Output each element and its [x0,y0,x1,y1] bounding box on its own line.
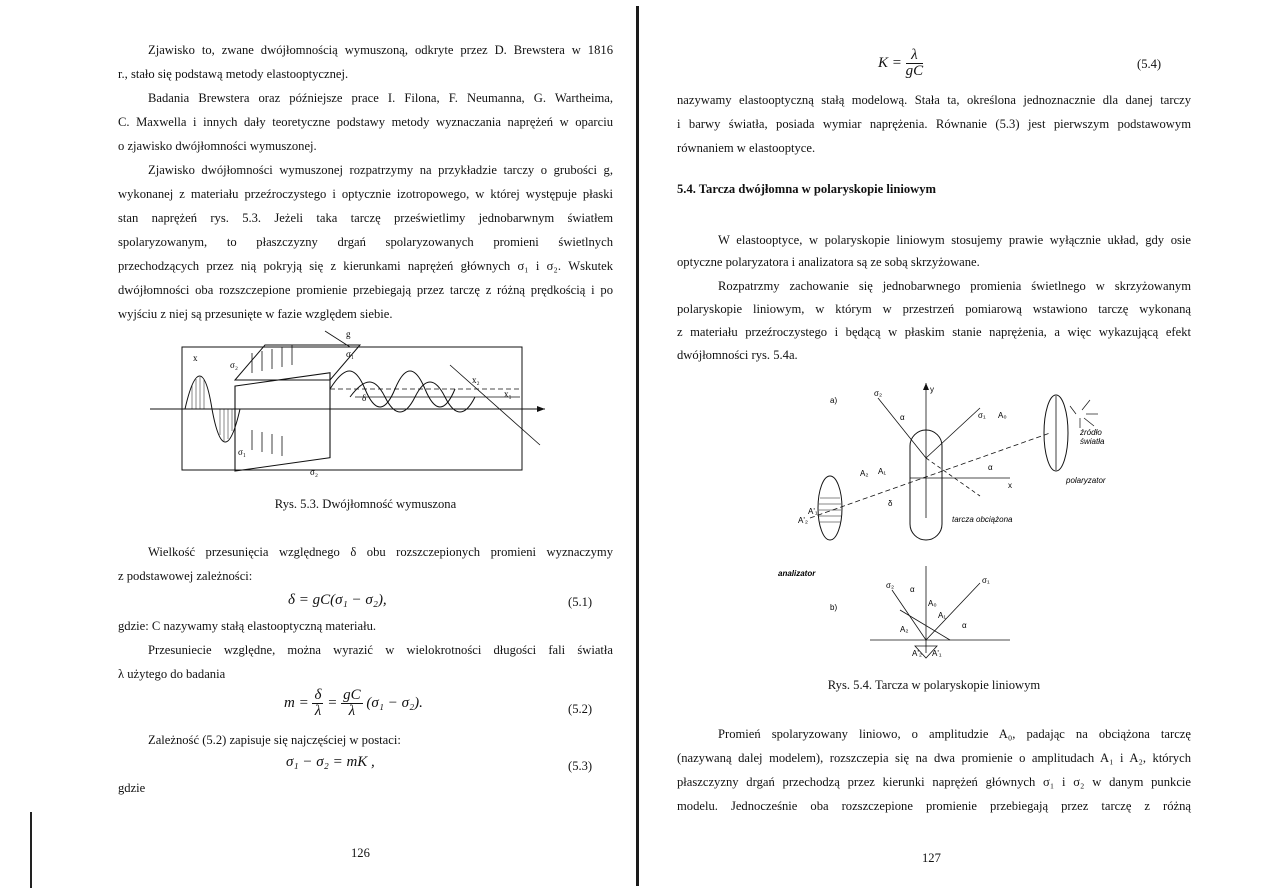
paragraph-line: polaryskopie liniowym, w którym w przestrzeń pomiarową wstawiono tarczę wykonaną [677,302,1191,316]
eq-frac-num: gC [343,687,361,703]
paragraph-line: Rozpatrzmy zachowanie się jednobarwnego promienia świetlnego w skrzyżowanym [718,279,1191,293]
polariscope-figure [750,378,1120,663]
paragraph-line: i barwy światła, posiada wymiar naprężenia. Równanie (5.3) jest pierwszym podstawowym [677,117,1191,131]
label-polarizer: polaryzator [1066,476,1106,485]
label-sigma2: σ₂ [886,581,895,590]
paragraph-line: gdzie [118,781,146,795]
label-delta: δ [888,499,893,508]
paragraph-line: dwójłomności oba rozszczepione promienie przebiegają przez tarczę z różną prędkością i po [118,283,613,297]
paragraph-line: C. Maxwella i innych dały teoretyczne podstawy metody wyznaczania naprężeń w oparciu [118,115,613,129]
paragraph-line: z materiału przeźroczystego i będącą w płaskim stanie naprężenia, a więc wykazującą efekt [677,325,1191,339]
label-A2-prime: A'₂ [798,516,808,525]
paragraph-line: (nazywaną dalej modelem), rozszczepia się na dwa promienie o amplitudach A₁ i A₂, których [677,751,1191,765]
eq-lhs: K = [878,54,902,71]
page-number: 126 [351,846,370,860]
eq-frac-num: δ [314,687,322,703]
equation-number: (5.4) [1137,57,1162,71]
equation-number: (5.1) [568,595,593,609]
paragraph-line: Badania Brewstera oraz późniejsze prace I. Filona, F. Neumanna, G. Wartheima, [148,91,613,105]
eq-equals: = [327,694,338,711]
paragraph-line: modelu. Jednocześnie oba rozszczepione promienie przebiegają przez tarczę z różną [677,799,1191,813]
equation-5-2 [284,688,423,719]
label-b: b) [830,603,838,612]
analyzer-hatching [819,498,841,522]
analyzer [818,476,842,540]
label-x: x [1008,481,1012,490]
paragraph-line: Wielkość przesunięcia względnego δ obu rozszczepionych promieni wyznaczymy [148,545,613,559]
light-source-rays [1070,400,1098,428]
label-sigma1: σ₁ [982,576,990,585]
label-source-2: światła [1080,437,1105,446]
paragraph-line: wyjściu z niej są przesunięte w fazie względem siebie. [118,307,393,321]
figure-caption: Rys. 5.3. Dwójłomność wymuszona [274,497,457,511]
label-disk: tarcza obciążona [952,515,1013,524]
label-A2: A₂ [900,625,909,634]
label-delta: δ [362,393,367,403]
label-alpha: α [988,463,993,472]
paragraph-line: Zależność (5.2) zapisuje się najczęściej w postaci: [148,733,401,747]
label-y: y [930,385,934,394]
label-x1: x₁ [504,389,512,399]
label-sigma2: σ₂ [874,389,883,398]
paragraph-line: r., stało się podstawą metody elastooptycznej. [118,67,349,81]
paragraph-line: spolaryzowanym, to płaszczyzny drgań spolaryzowanych promieni świetlnych [118,235,613,249]
label-A1-prime: A'₁ [808,507,818,516]
label-a: a) [830,396,838,405]
paragraph-line: o zjawisko dwójłomności wymuszonej. [118,139,317,153]
label-g: g [346,329,351,339]
paragraph-line: optyczne polaryzatora i analizatora są ze sobą skrzyżowane. [677,255,980,269]
eq-frac-num: λ [906,48,924,64]
label-sigma2: σ₂ [310,467,318,477]
label-x2: x₂ [472,375,480,385]
eq-lhs: m = [284,694,309,711]
label-sigma1: σ₁ [978,411,986,420]
label-source: źródło [1080,428,1102,437]
eq-frac-den: gC [905,63,924,79]
label-A1-prime: A'₁ [932,649,942,658]
page-number: 127 [922,851,941,865]
paragraph-line: stan naprężeń rys. 5.3. Jeżeli taka tarczę prześwietlimy jednobarwnym światłem [118,211,613,225]
stress-arrows [252,345,292,456]
label-alpha: α [900,413,905,422]
label-sigma1: σ₁ [238,447,246,457]
eq-frac-den: λ [348,703,356,719]
equation-5-1: δ = gC(σ₁ − σ₂), [288,592,387,608]
paragraph-line: W elastooptyce, w polaryskopie liniowym stosujemy prawie wyłącznie układ, gdy osie [718,233,1191,247]
label-sigma2: σ₂ [230,360,238,370]
paragraph-line: Zjawisko to, zwane dwójłomnością wymuszoną, odkryte przez D. Brewstera w 1816 [148,43,613,57]
paragraph-line: Zjawisko dwójłomności wymuszonej rozpatrzymy na przykładzie tarczy o grubości g, [148,163,613,177]
paragraph-line: nazywamy elastooptyczną stałą modelową. Stała ta, określona jednoznacznie dla danej tarczy [677,93,1191,107]
equation-5-4 [878,48,923,79]
axis-arrow [537,406,545,412]
paragraph-line: gdzie: C nazywamy stałą elastooptyczną materiału. [118,619,377,633]
book-spine [636,6,639,886]
paragraph-line: λ użytego do badania [118,667,226,681]
section-title: 5.4. Tarcza dwójłomna w polaryskopie liniowym [677,182,937,196]
paragraph-line: Promień spolaryzowany liniowo, o amplitudzie A₀, padając na obciążona tarczę [718,727,1191,741]
equation-5-3: σ₁ − σ₂ = mK , [286,754,375,770]
right-page [640,0,1263,893]
label-A0: A₀ [928,599,937,608]
equation-number: (5.3) [568,759,593,773]
plate-face [235,373,330,471]
paragraph-line: przechodzących przez nią pokryją się z kierunkami naprężeń głównych σ₁ i σ₂. Wskutek [118,259,613,273]
label-analyzer: analizator [778,569,816,578]
label-A0: A₀ [998,411,1007,420]
label-A2-prime: A'₂ [912,649,922,658]
paragraph-line: wykonanej z materiału przeźroczystego i optycznie izotropowego, w której występuje płaski [118,187,613,201]
paragraph-line: Przesuniecie względne, można wyrazić w wielokrotności długości fali światła [148,643,613,657]
eq-rhs: (σ₁ − σ₂). [366,694,423,711]
figure-caption: Rys. 5.4. Tarcza w polaryskopie liniowym [827,678,1041,692]
paragraph-line: dwójłomności rys. 5.4a. [677,348,798,362]
label-x: x [193,353,198,363]
paragraph-line: płaszczyzny drgań przechodzą przez kierunki naprężeń głównych σ₁ i σ₂ w danym punkcie [677,775,1191,789]
label-sigma1: σ₁ [346,349,354,359]
label-A2: A₂ [860,469,869,478]
label-alpha: α [962,621,967,630]
left-page [0,0,631,893]
paragraph-line: z podstawowej zależności: [118,569,253,583]
label-A1: A₁ [878,467,887,476]
birefringence-figure [150,325,550,485]
label-alpha: α [910,585,915,594]
eq-frac-den: λ [314,703,322,719]
paragraph-line: równaniem w elastooptyce. [677,141,816,155]
equation-number: (5.2) [568,702,593,716]
label-A1: A₁ [938,611,947,620]
